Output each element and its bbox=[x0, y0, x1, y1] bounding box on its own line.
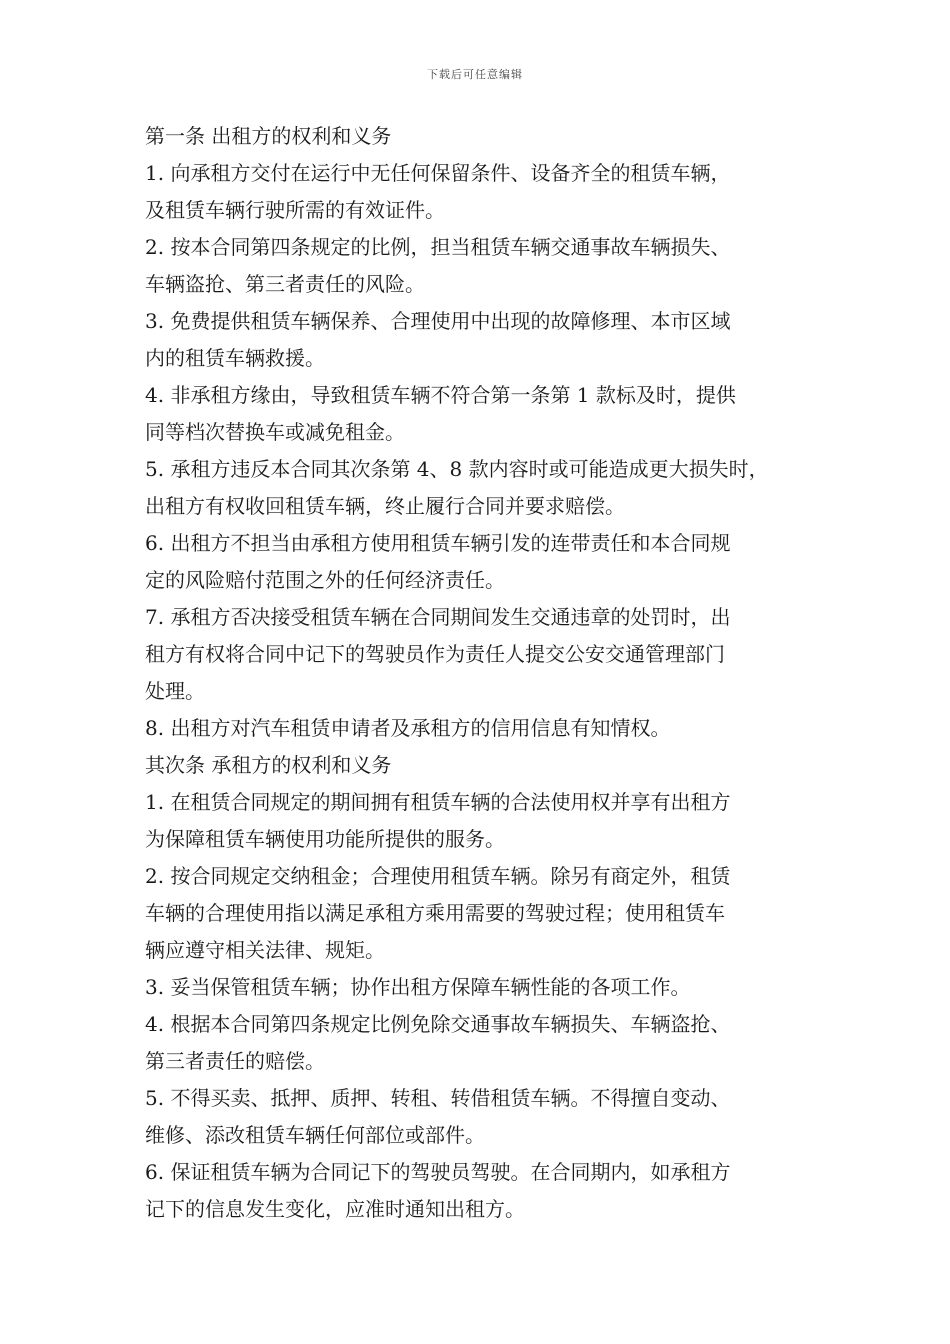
text-line: 为保障租赁车辆使用功能所提供的服务。 bbox=[145, 827, 505, 851]
text-line: 处理。 bbox=[145, 679, 205, 703]
text-line: 维修、添改租赁车辆任何部位或部件。 bbox=[145, 1123, 485, 1147]
text-line: 4. 非承租方缘由，导致租赁车辆不符合第一条第 1 款标及时，提供 bbox=[145, 383, 736, 407]
text-line: 2. 按本合同第四条规定的比例，担当租赁车辆交通事故车辆损失、 bbox=[145, 235, 731, 259]
text-line: 5. 承租方违反本合同其次条第 4、8 款内容时或可能造成更大损失时， bbox=[145, 457, 769, 481]
text-line: 记下的信息发生变化，应准时通知出租方。 bbox=[145, 1197, 525, 1221]
section-heading: 其次条 承租方的权利和义务 bbox=[145, 753, 392, 777]
text-line: 5. 不得买卖、抵押、质押、转租、转借租赁车辆。不得擅自变动、 bbox=[145, 1086, 731, 1110]
text-line: 2. 按合同规定交纳租金；合理使用租赁车辆。除另有商定外，租赁 bbox=[145, 864, 731, 888]
text-line: 1. 在租赁合同规定的期间拥有租赁车辆的合法使用权并享有出租方 bbox=[145, 790, 731, 814]
text-line: 及租赁车辆行驶所需的有效证件。 bbox=[145, 198, 445, 222]
text-line: 车辆的合理使用指以满足承租方乘用需要的驾驶过程；使用租赁车 bbox=[145, 901, 725, 925]
text-line: 同等档次替换车或减免租金。 bbox=[145, 420, 405, 444]
text-line: 第三者责任的赔偿。 bbox=[145, 1049, 325, 1073]
text-line: 租方有权将合同中记下的驾驶员作为责任人提交公安交通管理部门 bbox=[145, 642, 725, 666]
text-line: 3. 妥当保管租赁车辆；协作出租方保障车辆性能的各项工作。 bbox=[145, 975, 691, 999]
text-line: 6. 出租方不担当由承租方使用租赁车辆引发的连带责任和本合同规 bbox=[145, 531, 731, 555]
text-line: 内的租赁车辆救援。 bbox=[145, 346, 325, 370]
text-line: 定的风险赔付范围之外的任何经济责任。 bbox=[145, 568, 505, 592]
text-line: 1. 向承租方交付在运行中无任何保留条件、设备齐全的租赁车辆， bbox=[145, 161, 731, 185]
text-line: 3. 免费提供租赁车辆保养、合理使用中出现的故障修理、本市区域 bbox=[145, 309, 731, 333]
text-line: 辆应遵守相关法律、规矩。 bbox=[145, 938, 385, 962]
text-line: 出租方有权收回租赁车辆，终止履行合同并要求赔偿。 bbox=[145, 494, 625, 518]
page-header: 下载后可任意编辑 bbox=[427, 68, 523, 81]
text-line: 8. 出租方对汽车租赁申请者及承租方的信用信息有知情权。 bbox=[145, 716, 671, 740]
text-line: 6. 保证租赁车辆为合同记下的驾驶员驾驶。在合同期内，如承租方 bbox=[145, 1160, 731, 1184]
text-line: 车辆盗抢、第三者责任的风险。 bbox=[145, 272, 425, 296]
text-line: 4. 根据本合同第四条规定比例免除交通事故车辆损失、车辆盗抢、 bbox=[145, 1012, 731, 1036]
text-line: 7. 承租方否决接受租赁车辆在合同期间发生交通违章的处罚时，出 bbox=[145, 605, 731, 629]
section-heading: 第一条 出租方的权利和义务 bbox=[145, 124, 392, 148]
document-body bbox=[145, 118, 813, 1228]
